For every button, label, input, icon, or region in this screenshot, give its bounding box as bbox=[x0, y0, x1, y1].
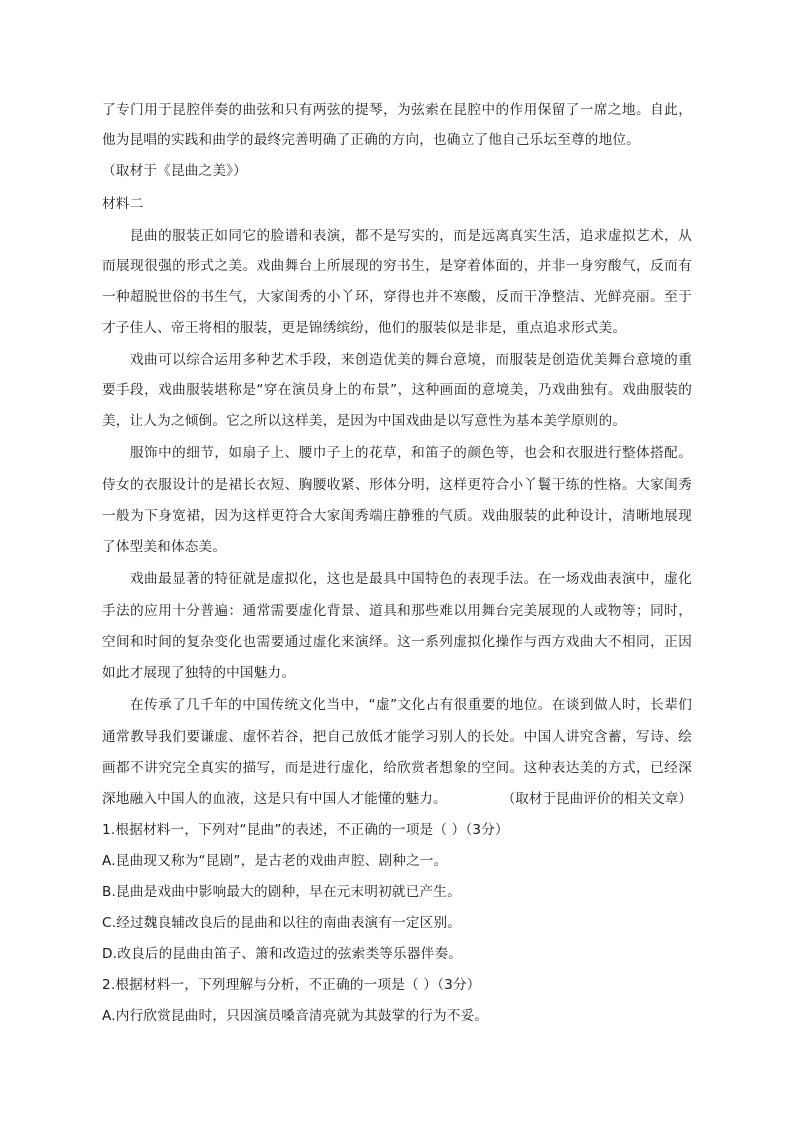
section-heading: 材料二 bbox=[102, 196, 144, 212]
paragraph-line: 服饰中的细节，如扇子上、腰巾子上的花草，和笛子的颜色等，也会和衣服进行整体搭配。 bbox=[130, 445, 692, 461]
answer-option: A.内行欣赏昆曲时，只因演员嗓音清亮就为其鼓掌的行为不妥。 bbox=[102, 1008, 489, 1024]
paragraph-line: 手法的应用十分普遍：通常需要虚化背景、道具和那些难以用舞台完美展现的人或物等；同时， bbox=[102, 603, 692, 619]
answer-option: C.经过魏良辅改良后的昆曲和以往的南曲表演有一定区别。 bbox=[102, 915, 462, 931]
paragraph-line: 侍女的衣服设计的是裙长衣短、胸腰收紧、形体分明，这样更符合小丫鬟干练的性格。大家闺秀 bbox=[102, 477, 692, 493]
paragraph-line: 通常教导我们要谦虚、虚怀若谷，把自己放低才能学习别人的长处。中国人讲究含蓄，写诗、绘 bbox=[102, 729, 692, 745]
paragraph-line: 昆曲的服装正如同它的脸谱和表演，都不是写实的，而是远离真实生活，追求虚拟艺术，从 bbox=[130, 228, 692, 244]
paragraph-line: 画都不讲究完全真实的描写，而是进行虚化，给欣赏者想象的空间。这种表达美的方式，已经深 bbox=[102, 760, 692, 776]
paragraph-line: 要手段，戏曲服装堪称是“穿在演员身上的布景”，这种画面的意境美，乃戏曲独有。戏曲服装的 bbox=[102, 382, 692, 398]
question-stem: 1.根据材料一，下列对“昆曲”的表述，不正确的一项是（ ）（3分） bbox=[102, 822, 509, 838]
paragraph-line: 戏曲最显著的特征就是虚拟化，这也是最具中国特色的表现手法。在一场戏曲表演中，虚化 bbox=[130, 571, 692, 587]
answer-option: A.昆曲现又称为“昆剧”，是古老的戏曲声腔、剧种之一。 bbox=[102, 853, 448, 869]
paragraph-line: 深地融入中国人的血液，这是只有中国人才能懂的魅力。 bbox=[102, 791, 447, 807]
paragraph-line: 了体型美和体态美。 bbox=[102, 539, 227, 555]
paragraph-line: 一种超脱世俗的书生气，大家闺秀的小丫环，穿得也并不寒酸，反而干净整洁、光鲜亮丽。至于 bbox=[102, 289, 692, 305]
question-stem: 2.根据材料一，下列理解与分析，不正确的一项是（ ）（3分） bbox=[102, 977, 481, 993]
answer-option: D.改良后的昆曲由笛子、箫和改造过的弦索类等乐器伴奏。 bbox=[102, 946, 463, 962]
source-citation: （取材于昆曲评价的相关文章） bbox=[501, 791, 692, 807]
paragraph-line: 才子佳人、帝王将相的服装，更是锦绣缤纷，他们的服装似是非是，重点追求形式美。 bbox=[102, 320, 627, 336]
paragraph-line: 一般为下身宽裙，因为这样更符合大家闺秀端庄静雅的气质。戏曲服装的此种设计，清晰地展现 bbox=[102, 508, 692, 524]
paragraph-line: 在传承了几千年的中国传统文化当中，“虚”文化占有很重要的地位。在谈到做人时，长辈们 bbox=[130, 697, 692, 713]
paragraph-line: 如此才展现了独特的中国魅力。 bbox=[102, 665, 296, 681]
paragraph-line: 美，让人为之倾倒。它之所以这样美，是因为中国戏曲是以写意性为基本美学原则的。 bbox=[102, 413, 627, 429]
paragraph-line: 戏曲可以综合运用多种艺术手段，来创造优美的舞台意境，而服装是创造优美舞台意境的重 bbox=[130, 352, 692, 368]
paragraph-line: 他为昆唱的实践和曲学的最终完善明确了正确的方向，也确立了他自己乐坛至尊的地位。 bbox=[102, 132, 640, 148]
paragraph-line: 空间和时间的复杂变化也需要通过虚化来演绎。这一系列虚拟化操作与西方戏曲大不相同，正因 bbox=[102, 634, 692, 650]
source-citation: （取材于《昆曲之美》） bbox=[102, 163, 247, 179]
paragraph-line: 了专门用于昆腔伴奏的曲弦和只有两弦的提琴，为弦索在昆腔中的作用保留了一席之地。自此， bbox=[102, 102, 692, 118]
answer-option: B.昆曲是戏曲中影响最大的剧种，早在元末明初就已产生。 bbox=[102, 884, 461, 900]
paragraph-line: 而展现很强的形式之美。戏曲舞台上所展现的穷书生，是穿着体面的，并非一身穷酸气，反而有 bbox=[102, 258, 692, 274]
